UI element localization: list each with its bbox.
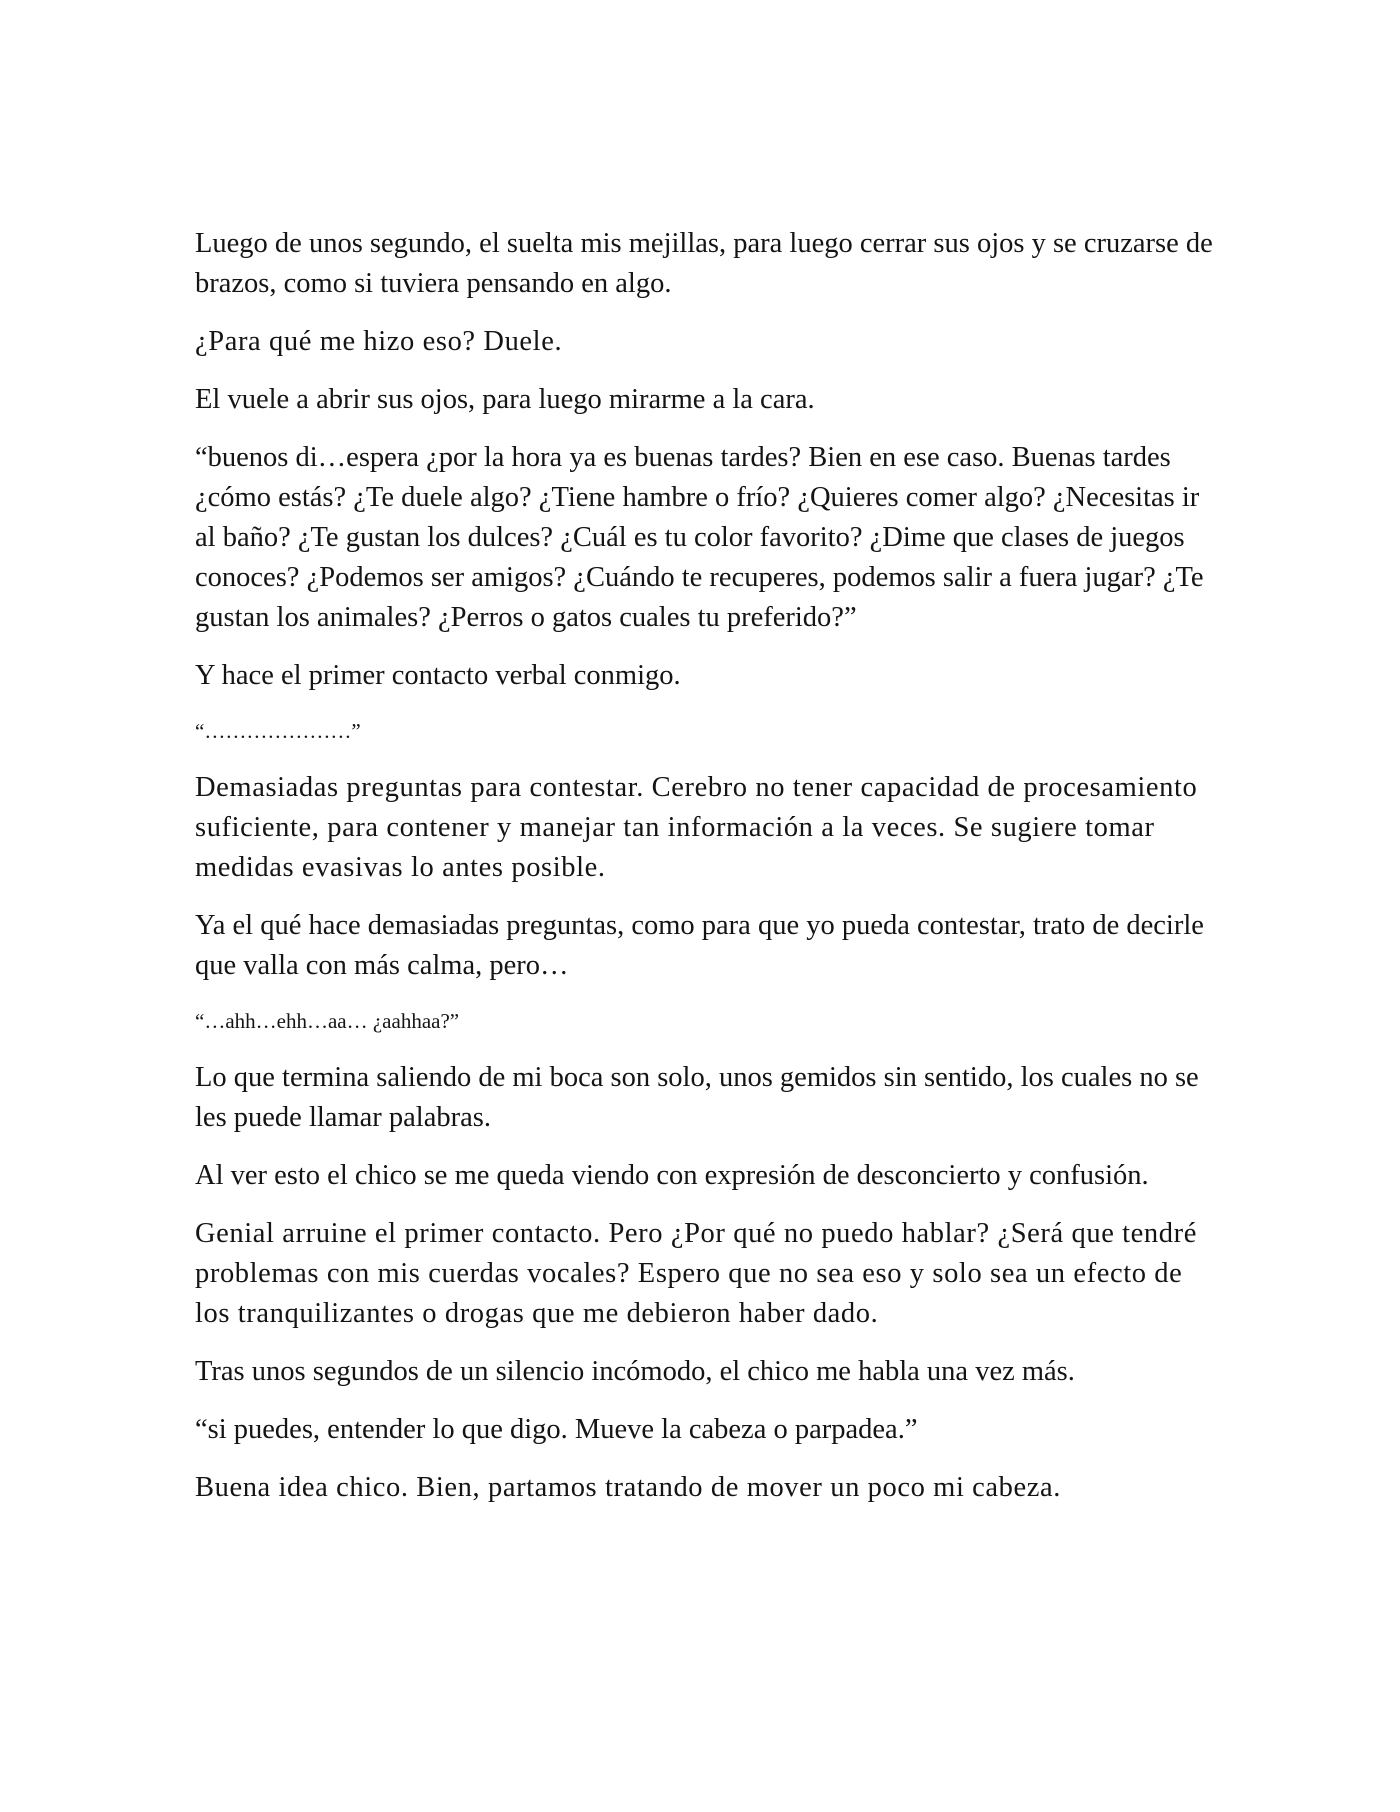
paragraph: Lo que termina saliendo de mi boca son solo, unos gemidos sin sentido, los cuales no se les puede llamar palabras. (195, 1062, 1199, 1133)
paragraph: Y hace el primer contacto verbal conmigo. (195, 660, 681, 691)
dialogue-paragraph: “…………………” (195, 719, 361, 743)
paragraph: Demasiadas preguntas para contestar. Cerebro no tener capacidad de procesamiento suficiente, para contener y manejar tan información a la veces. Se sugiere tomar medidas evasivas lo antes posible. (195, 772, 1198, 883)
paragraph: Tras unos segundos de un silencio incómodo, el chico me habla una vez más. (195, 1356, 1075, 1387)
paragraph: El vuele a abrir sus ojos, para luego mirarme a la cara. (195, 384, 815, 415)
paragraph: Al ver esto el chico se me queda viendo con expresión de desconcierto y confusión. (195, 1160, 1149, 1191)
document-body (195, 224, 1215, 1526)
paragraph: ¿Para qué me hizo eso? Duele. (195, 326, 563, 357)
dialogue-paragraph: “…ahh…ehh…aa… ¿aahhaa?” (195, 1009, 460, 1033)
dialogue-paragraph: “si puedes, entender lo que digo. Mueve la cabeza o parpadea.” (195, 1414, 918, 1445)
paragraph: Genial arruine el primer contacto. Pero ¿Por qué no puedo hablar? ¿Será que tendré problemas con mis cuerdas vocales? Espero que no sea eso y solo sea un efecto de los tranquilizantes o drogas que me debieron haber dado. (195, 1218, 1197, 1329)
dialogue-paragraph: “buenos di…espera ¿por la hora ya es buenas tardes? Bien en ese caso. Buenas tardes ¿cómo estás? ¿Te duele algo? ¿Tiene hambre o frío? ¿Quieres comer algo? ¿Necesitas ir al baño? ¿Te gustan los dulces? ¿Cuál es tu color favorito? ¿Dime que clases de juegos conoces? ¿Podemos ser amigos? ¿Cuándo te recuperes, podemos salir a fuera jugar? ¿Te gustan los animales? ¿Perros o gatos cuales tu preferido?” (195, 442, 1204, 633)
paragraph: Buena idea chico. Bien, partamos tratando de mover un poco mi cabeza. (195, 1472, 1062, 1503)
paragraph: Luego de unos segundo, el suelta mis mejillas, para luego cerrar sus ojos y se cruzarse de brazos, como si tuviera pensando en algo. (195, 228, 1213, 299)
paragraph: Ya el qué hace demasiadas preguntas, como para que yo pueda contestar, trato de decirle que valla con más calma, pero… (195, 910, 1204, 981)
